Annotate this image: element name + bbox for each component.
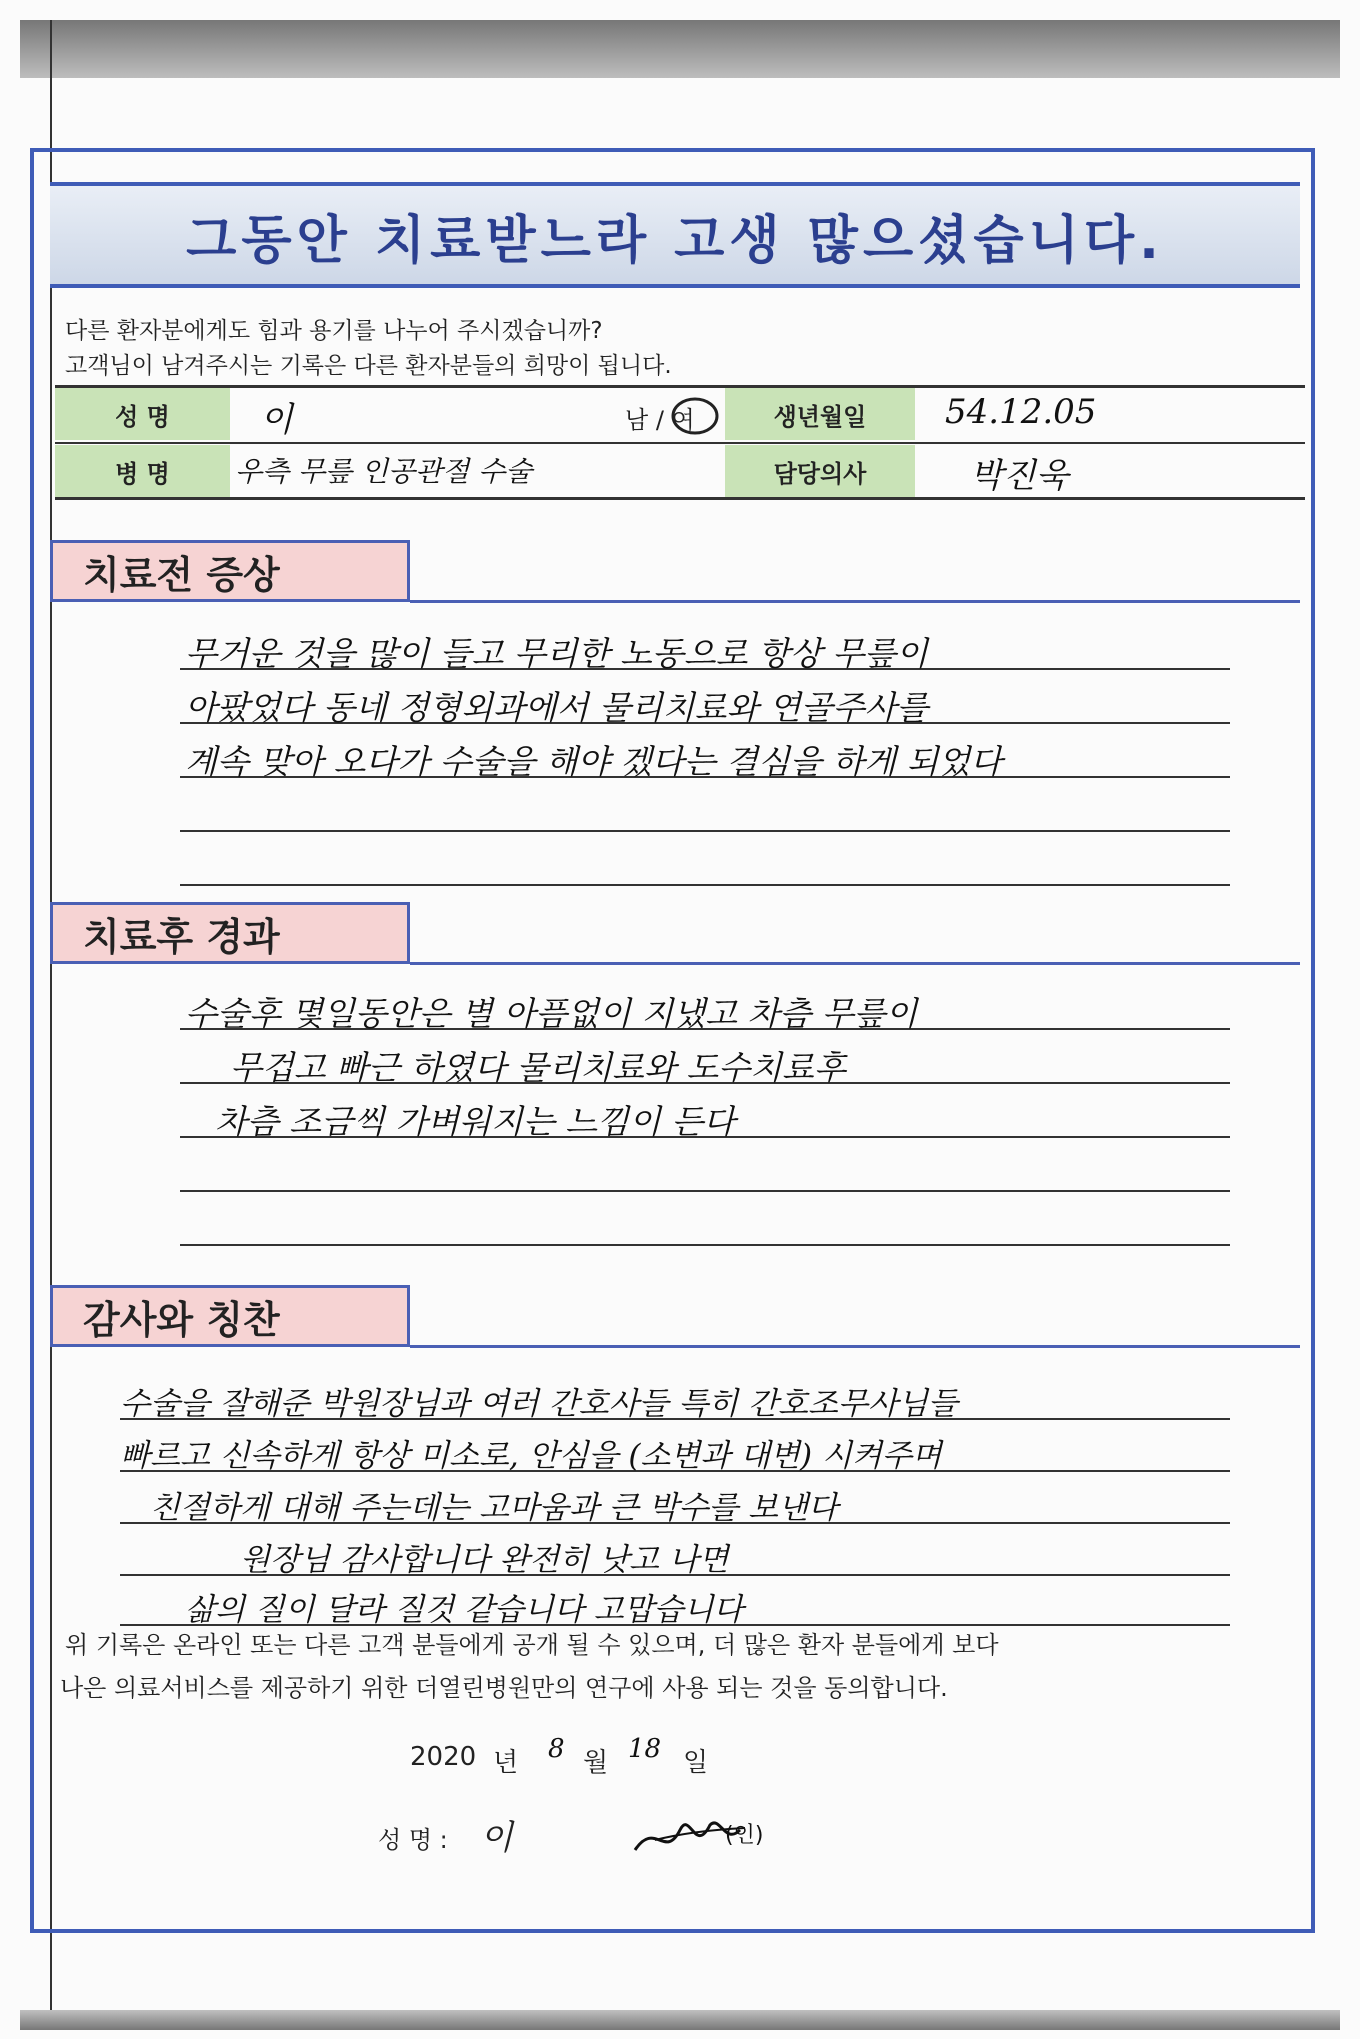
seal-mark: (인) xyxy=(725,1823,764,1848)
after-text-line-2: 무겁고 빠근 하였다 물리치료와 도수치료후 xyxy=(230,1048,846,1087)
thanks-text-line-2: 빠르고 신속하게 항상 미소로, 안심을 (소변과 대변) 시켜주며 xyxy=(120,1438,942,1474)
date-month: 8 xyxy=(548,1734,565,1764)
gender-options: 남 / 여 xyxy=(625,406,695,434)
scan-edge-bottom xyxy=(20,2010,1340,2030)
page-title: 그동안 치료받느라 고생 많으셨습니다. xyxy=(186,210,1164,271)
thanks-text-line-4: 원장님 감사합니다 완전히 낫고 나면 xyxy=(240,1542,729,1578)
section-title-after: 치료후 경과 xyxy=(50,902,410,964)
consent-line-2: 나은 의료서비스를 제공하기 위한 더열린병원만의 연구에 사용 되는 것을 동의합니다. xyxy=(60,1674,948,1702)
birth-label: 생년월일 xyxy=(725,388,915,440)
date-year: 2020 xyxy=(410,1742,477,1772)
name-label: 성 명 xyxy=(55,388,230,440)
birth-value: 54.12.05 xyxy=(945,392,1097,432)
date-day-unit: 일 xyxy=(683,1748,709,1778)
section-title-thanks: 감사와 칭찬 xyxy=(50,1285,410,1347)
after-text-line-1: 수술후 몇일동안은 별 아픔없이 지냈고 차츰 무릎이 xyxy=(185,994,918,1033)
before-text-line-1: 무거운 것을 많이 들고 무리한 노동으로 항상 무릎이 xyxy=(185,634,928,673)
consent-line-1: 위 기록은 온라인 또는 다른 고객 분들에게 공개 될 수 있으며, 더 많은 환자 분들에게 보다 xyxy=(65,1631,999,1659)
disease-label: 병 명 xyxy=(55,445,230,497)
thanks-text-line-5: 삶의 질이 달라 질것 같습니다 고맙습니다 xyxy=(185,1592,744,1628)
thanks-text-line-1: 수술을 잘해준 박원장님과 여러 간호사들 특히 간호조무사님들 xyxy=(120,1386,958,1422)
disease-value: 우측 무릎 인공관절 수술 xyxy=(235,455,533,488)
intro-line-2: 고객님이 남겨주시는 기록은 다른 환자분들의 희망이 됩니다. xyxy=(65,353,672,379)
date-year-unit: 년 xyxy=(493,1748,519,1778)
signature-name: 이 xyxy=(480,1818,513,1858)
date-month-unit: 월 xyxy=(583,1748,609,1778)
before-text-line-2: 아팠었다 동네 정형외과에서 물리치료와 연골주사를 xyxy=(185,688,929,727)
doctor-label: 담당의사 xyxy=(725,445,915,497)
handwritten-signature xyxy=(625,1800,775,1870)
intro-line-1: 다른 환자분에게도 힘과 용기를 나누어 주시겠습니까? xyxy=(65,318,603,344)
patient-info-table xyxy=(55,385,1305,500)
scan-edge-top xyxy=(20,20,1340,78)
date-day: 18 xyxy=(628,1734,662,1764)
signature-label: 성 명 : xyxy=(378,1826,448,1854)
doctor-value: 박진욱 xyxy=(970,456,1069,496)
after-text-line-3: 차츰 조금씩 가벼워지는 느낌이 든다 xyxy=(215,1102,736,1141)
name-value: 이 xyxy=(260,400,293,440)
thanks-text-line-3: 친절하게 대해 주는데는 고마움과 큰 박수를 보낸다 xyxy=(150,1490,838,1526)
gender-circle-mark xyxy=(667,392,727,442)
title-banner xyxy=(50,182,1300,288)
section-title-before: 치료전 증상 xyxy=(50,540,410,602)
before-text-line-3: 계속 맞아 오다가 수술을 해야 겠다는 결심을 하게 되었다 xyxy=(185,742,1003,781)
